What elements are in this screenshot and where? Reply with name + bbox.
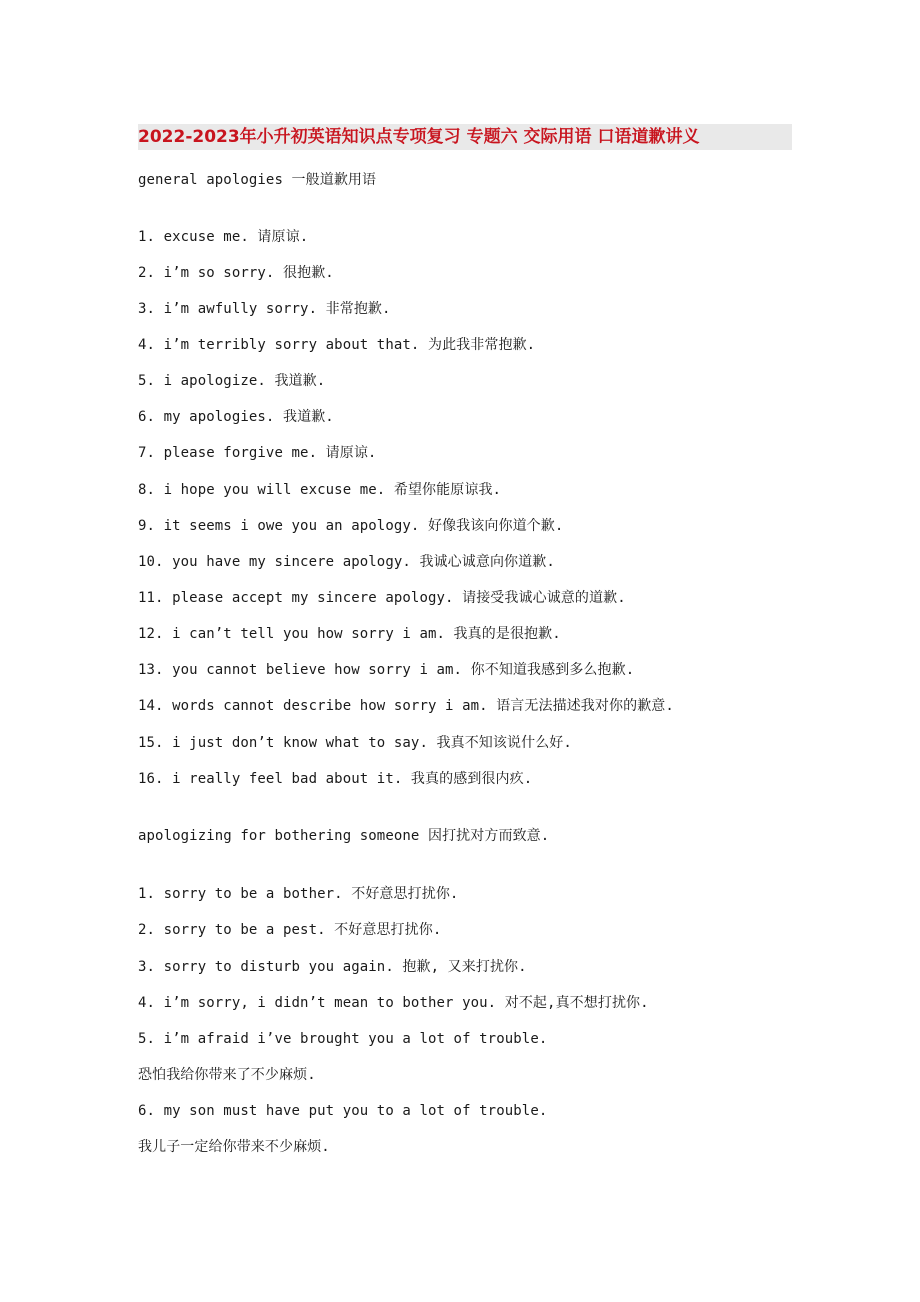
list-item: 6. my apologies. 我道歉. <box>138 409 334 425</box>
list-item: 3. i’m awfully sorry. 非常抱歉. <box>138 301 391 317</box>
list-item: 16. i really feel bad about it. 我真的感到很内疚. <box>138 771 533 787</box>
list-item: 12. i can’t tell you how sorry i am. 我真的是很抱歉. <box>138 626 561 642</box>
document-title: 2022-2023年小升初英语知识点专项复习 专题六 交际用语 口语道歉讲义 <box>138 124 792 150</box>
list-item: 5. i’m afraid i’ve brought you a lot of trouble. <box>138 1031 548 1047</box>
list-item: 我儿子一定给你带来不少麻烦. <box>138 1139 330 1155</box>
section-heading: apologizing for bothering someone 因打扰对方而致意. <box>138 828 550 844</box>
list-item: 7. please forgive me. 请原谅. <box>138 445 377 461</box>
list-item: 4. i’m terribly sorry about that. 为此我非常抱歉. <box>138 337 536 353</box>
list-item: 14. words cannot describe how sorry i am. 语言无法描述我对你的歉意. <box>138 698 674 714</box>
list-item: 5. i apologize. 我道歉. <box>138 373 326 389</box>
list-item: 2. i’m so sorry. 很抱歉. <box>138 265 334 281</box>
list-item: 3. sorry to disturb you again. 抱歉, 又来打扰你. <box>138 959 527 975</box>
list-item: 10. you have my sincere apology. 我诚心诚意向你道歉. <box>138 554 555 570</box>
list-item: 6. my son must have put you to a lot of trouble. <box>138 1103 548 1119</box>
list-item: 11. please accept my sincere apology. 请接受我诚心诚意的道歉. <box>138 590 626 606</box>
list-item: 4. i’m sorry, i didn’t mean to bother you. 对不起,真不想打扰你. <box>138 995 649 1011</box>
list-item: 13. you cannot believe how sorry i am. 你不知道我感到多么抱歉. <box>138 662 635 678</box>
list-item: 9. it seems i owe you an apology. 好像我该向你道个歉. <box>138 518 564 534</box>
list-item: 1. sorry to be a bother. 不好意思打扰你. <box>138 886 459 902</box>
list-item: 恐怕我给你带来了不少麻烦. <box>138 1067 316 1083</box>
list-item: 15. i just don’t know what to say. 我真不知该说什么好. <box>138 735 572 751</box>
list-item: 2. sorry to be a pest. 不好意思打扰你. <box>138 922 442 938</box>
section-heading: general apologies 一般道歉用语 <box>138 172 377 188</box>
list-item: 8. i hope you will excuse me. 希望你能原谅我. <box>138 482 502 498</box>
list-item: 1. excuse me. 请原谅. <box>138 229 309 245</box>
